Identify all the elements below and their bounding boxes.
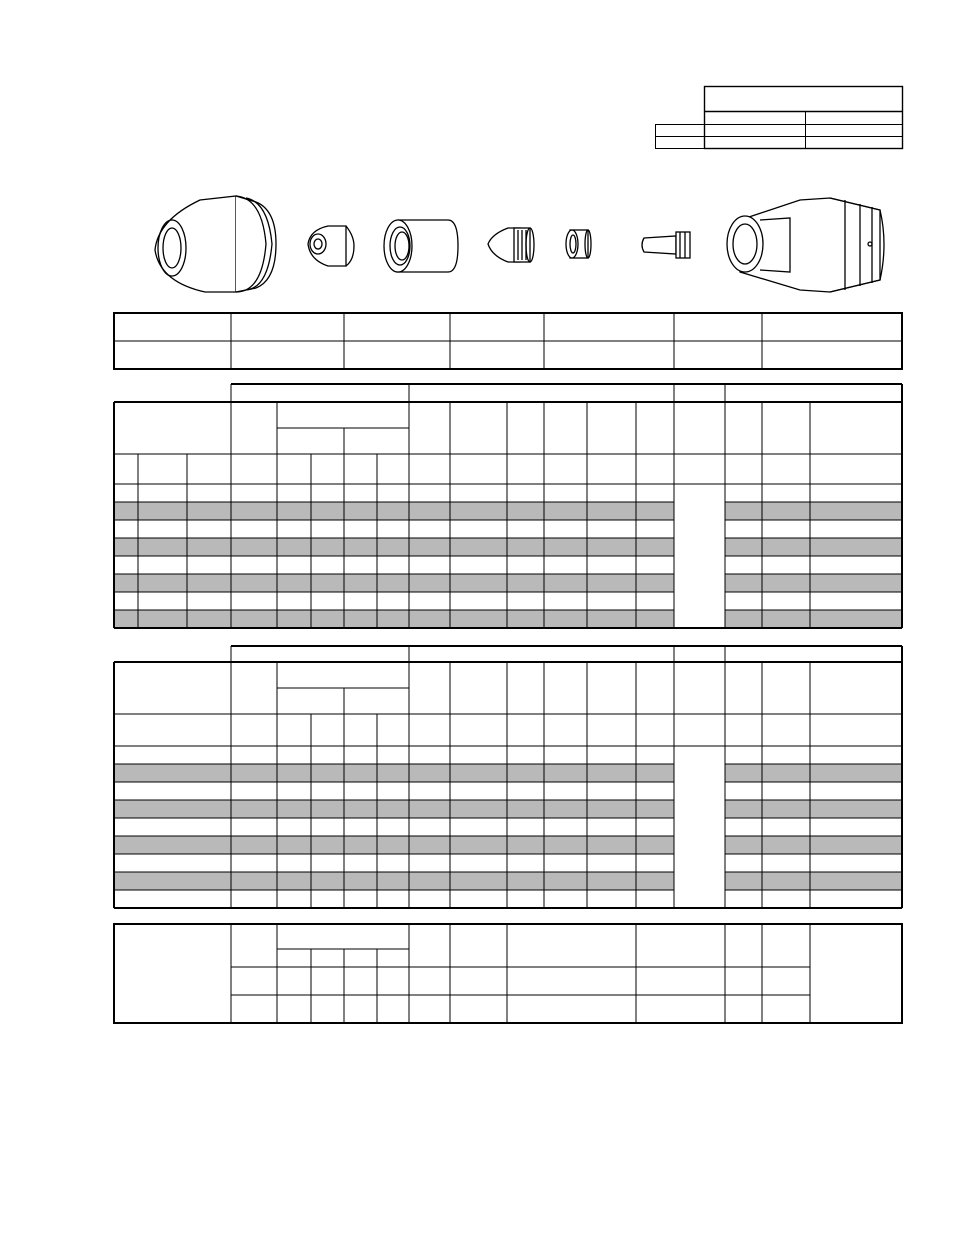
table-row-shade — [114, 574, 674, 592]
table-row-shade — [114, 538, 674, 556]
shield-icon — [155, 196, 276, 292]
nozzle-icon — [488, 228, 534, 262]
electrode-icon — [642, 232, 690, 258]
table-row-shade — [725, 836, 902, 854]
nozzle-retaining-cap-icon — [308, 226, 354, 266]
table-row-shade — [114, 800, 674, 818]
torch-body-icon — [727, 198, 884, 292]
table-row-shade — [114, 610, 674, 628]
table-row-shade — [725, 502, 902, 520]
table-row-shade — [114, 502, 674, 520]
table-row-shade — [725, 574, 902, 592]
table-row-shade — [725, 538, 902, 556]
cut-chart-1 — [0, 380, 954, 635]
table-row-shade — [114, 872, 674, 890]
table-row-shade — [725, 800, 902, 818]
table-row-shade — [725, 872, 902, 890]
table-row-shade — [725, 610, 902, 628]
swirl-ring-icon — [566, 230, 591, 258]
consumables-illustration — [0, 180, 954, 300]
table-row-shade — [114, 836, 674, 854]
part-number-table — [0, 300, 954, 380]
top-right-header-table — [0, 0, 954, 160]
table-row-shade — [114, 764, 674, 782]
cut-chart-3 — [0, 918, 954, 1030]
retaining-cap-icon — [384, 220, 458, 272]
cut-chart-2 — [0, 640, 954, 915]
table-row-shade — [725, 764, 902, 782]
